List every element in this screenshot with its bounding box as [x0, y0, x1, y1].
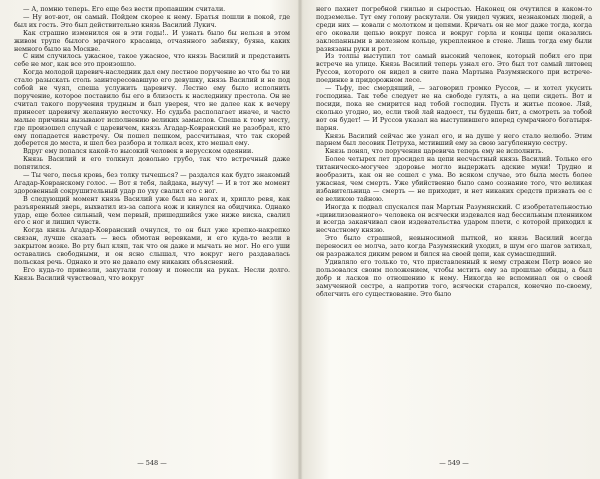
paragraph: Когда молодой царевич-наследник дал ему лестное поручение во что бы то ни стало разыскать столь заинтересовавшую его девушку, князь Василий и не под собой не чуял, спеша услужить царевичу. Лестно ему было исполнить поручение, которое поставило бы его в близость к наследнику престола. Он не считал такого поручения трудным и был уверен, что не далее как к вечеру принесет царевичу желанную весточку. Но судьба располагает иначе, и часто малые причины вызывают исполнению великих замыслов. Спеша к тому месту, где произошел случай с царевичем, князь Агадар-Ковранский не разобрал, кто ему попадается навстречу. Он пошел пешком, рассчитывая, что так скорей доберется до места, и шел без разбора и толкал всех, кто мешал ему. — [14, 68, 290, 148]
paragraph: Когда князь Агадар-Ковранский очнулся, то он был уже крепко-накрепко связан, лучше сказать — весь обмотан веревками, и его куда-то везли в закрытом возке. Во рту был кляп, так что он даже и мычать не мог. Но его уши оставались свободными, и он ясно слышал, что вокруг него раздавалась польская речь. Однако и это не давало ему никаких объяснений. — [14, 226, 290, 266]
paragraph: Вдруг ему попался какой-то высокий человек в неруcском одеянии. — [23, 147, 254, 156]
paragraph: — Тьфу, пес смердящий, — заговорил громко Руссов, — и хотел укусить господина. Так тебе следует не на свободе гулять, а на цепи сидеть. Вот и посиди, пока не смирится над тобой господин. Пусть и житье псовое. Ляй, сколько угодно, но, если твой лай надоест, ты будешь бит, а смотреть за тобой вот он будет! — И Руссов указал на выступившего вперед сумрачного богатыря-парня. — [316, 84, 592, 132]
paragraph: Князь Василий сейчас же узнал его, и на душе у него стало нелюбо. Этим парнем был лесовик Петруха, мстивший ему за свою загубленную сестру. — [316, 131, 592, 148]
paragraph: Это было страшной, невыносимой пыткой, но князь Василий всегда переносил ее молча, зато когда Разумянский уходил, в шум его шагов затихал, он разражался диким ревом и бился на своей цепи, как сумасшедший. — [316, 234, 592, 259]
right-page — [316, 6, 592, 473]
paragraph: Из толпы выступил тот самый высокий человек, который побил его при встрече на улице. Князь Василий теперь узнал его. Это был тот самый литовец Руссов, которого он видел в свите пана Мартына Разумянского при встрече-поединке в придорожном лесе. — [316, 52, 592, 85]
paragraph: Его куда-то привезли, закутали голову и понесли на руках. Несли долго. Князь Василий чувствовал, что вокруг — [14, 265, 290, 282]
right-page-text — [316, 6, 592, 299]
paragraph: Князь понял, что поручения царевича теперь ему не исполнить. — [325, 147, 544, 156]
book-gutter — [298, 0, 302, 479]
paragraph: С ним случилось ужасное, такое ужасное, что князь Василий и представить себе не мог, как все это произошло. — [14, 52, 290, 69]
left-page-text — [14, 6, 290, 283]
paragraph: — Ну вот-вот, он самый. Пойдем скорее к нему. Братья пошли в покой, где был их гость. Это был действительно князь Василий Лукич. — [14, 12, 290, 29]
page-number-left: — 548 — — [137, 459, 167, 467]
paragraph: В следующий момент князь Василий уже был на ногах и, хрипло ревя, как разъяренный зверь, выхватил из-за сапога нож и кинулся на обидчика. Однако удар, еще более сильный, чем первый, пришедшийся уже ниже виска, свалил его с ног и лишил чувств. — [14, 194, 290, 227]
paragraph: — Ты чего, песья кровь, без толку тычешься? — раздался как будто знакомый Агадар-Ковранскому голос. — Вот я тебя, лайдака, выучу! — И в тот же момент здоровенный сокрушительный удар по уху свалил его с ног. — [14, 171, 290, 195]
paragraph: — А, помню теперь. Его еще без вести пропавшим считали. — [23, 6, 226, 13]
paragraph: Князь Василий и его толкнул довольно грубо, так что встречный даже попятился. — [14, 155, 290, 172]
paragraph: Удивляло его только то, что приставленный к нему стражем Петр вовсе не пользовался своим положением, чтобы мстить ему за прошлые обиды, а был добр и ласков по отношению к нему. Никогда не вспоминал он о своей замученной сестре, а напротив того, всячески старался, конечно по-своему, облегчить его существование. Это было — [316, 258, 592, 298]
paragraph: Более четырех лет просидел на цепи несчастный князь Василий. Только его титаническо-могучее здоровье могло выдержать адские муки! Трудно и вообразить, как он не сошел с ума. Во всяком случае, это была месть более ужасная, чем смерть. Уже убийственно было само сознание того, что великая избавительница — смерть — не приходит, и нет никаких средств призвать ее с ее великою тайною. — [316, 155, 592, 203]
left-page — [14, 6, 290, 473]
paragraph: Иногда к подвал спускался пан Мартын Разумянский. С изобретательностью «цивилизованного» человека он всячески издевался над бессильным пленником и всегда заканчивал свои издевательства ударом плети, с которой приходил к несчастному князю. — [316, 202, 592, 235]
paragraph: него пахнет погребной гнилью и сыростью. Наконец он очутился в каком-то подземелье. Тут ему голову раскутали. Он увидел чужих, незнакомых людей, а среди них — ковали с молотком и цепями. Кричать он не мог даже тогда, когда его оковали цепью вокруг пояса и вокруг горла и концы цепи оказались заклепанными в железном кольце, укрепленное в стене. Лишь тогда ему были развязаны руки и рот. — [316, 6, 592, 53]
page-number-right: — 549 — — [439, 459, 469, 467]
paragraph: Как страшно изменился он в эти годы!.. И узнать было бы нельзя в этом живом трупе былого мрачного красавца, отчаянного забияку, буяна, каких немного было на Москве. — [14, 28, 290, 53]
